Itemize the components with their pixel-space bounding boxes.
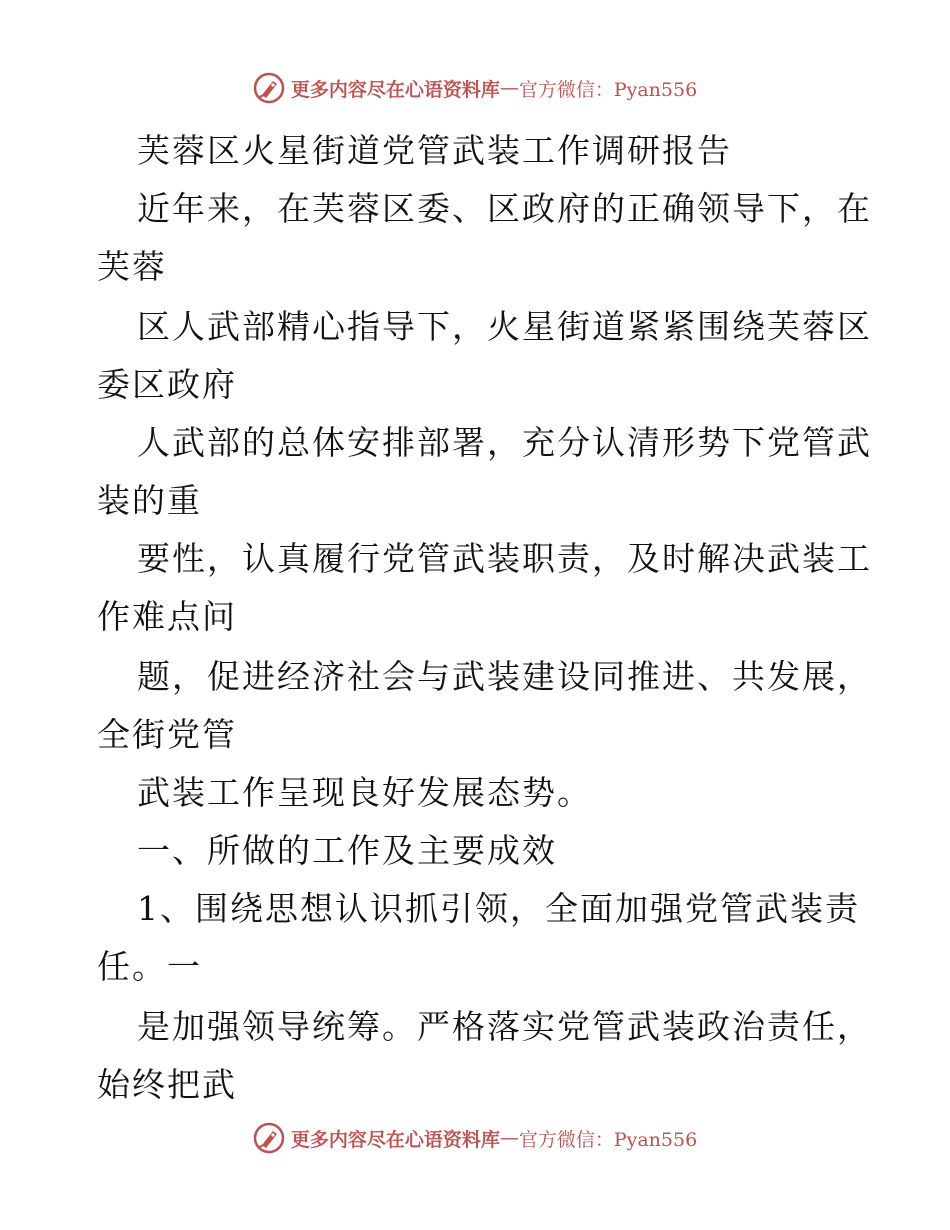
watermark-separator: — bbox=[499, 77, 519, 99]
paragraph-line: 全街党管 bbox=[97, 715, 237, 754]
pen-nib-logo-icon bbox=[253, 72, 285, 104]
paragraph-line: 区人武部精心指导下，火星街道紧紧围绕芙蓉区 bbox=[137, 307, 872, 346]
paragraph-line: 任。一 bbox=[97, 947, 202, 986]
paragraph-line: 要性，认真履行党管武装职责，及时解决武装工 bbox=[137, 539, 872, 578]
paragraph-line: 武装工作呈现良好发展态势。 bbox=[137, 773, 592, 812]
paragraph-line: 近年来，在芙蓉区委、区政府的正确领导下，在 bbox=[137, 189, 872, 228]
header-watermark bbox=[0, 72, 950, 104]
paragraph-line: 芙蓉 bbox=[97, 247, 167, 286]
paragraph-line: 装的重 bbox=[97, 481, 202, 520]
section-heading: 一、所做的工作及主要成效 bbox=[137, 831, 557, 870]
watermark-suffix: 官方微信：Pyan556 bbox=[518, 78, 698, 101]
watermark-suffix: 官方微信：Pyan556 bbox=[518, 1128, 698, 1151]
paragraph-line: 是加强领导统筹。严格落实党管武装政治责任， bbox=[137, 1007, 872, 1046]
paragraph-line: 题，促进经济社会与武装建设同推进、共发展， bbox=[137, 657, 872, 696]
paragraph-line: 始终把武 bbox=[97, 1065, 237, 1104]
document-title: 芙蓉区火星街道党管武装工作调研报告 bbox=[137, 131, 732, 170]
footer-watermark bbox=[0, 1122, 950, 1154]
watermark-text: 更多内容尽在心语资料库 bbox=[290, 78, 500, 101]
paragraph-line: 作难点问 bbox=[97, 597, 237, 636]
paragraph-line: 委区政府 bbox=[97, 365, 237, 404]
pen-nib-logo-icon bbox=[253, 1122, 285, 1154]
subsection-heading: 1、围绕思想认识抓引领，全面加强党管武装责 bbox=[137, 889, 860, 928]
paragraph-line: 人武部的总体安排部署，充分认清形势下党管武 bbox=[137, 423, 872, 462]
watermark-separator: — bbox=[499, 1127, 519, 1149]
watermark-text: 更多内容尽在心语资料库 bbox=[290, 1128, 500, 1151]
